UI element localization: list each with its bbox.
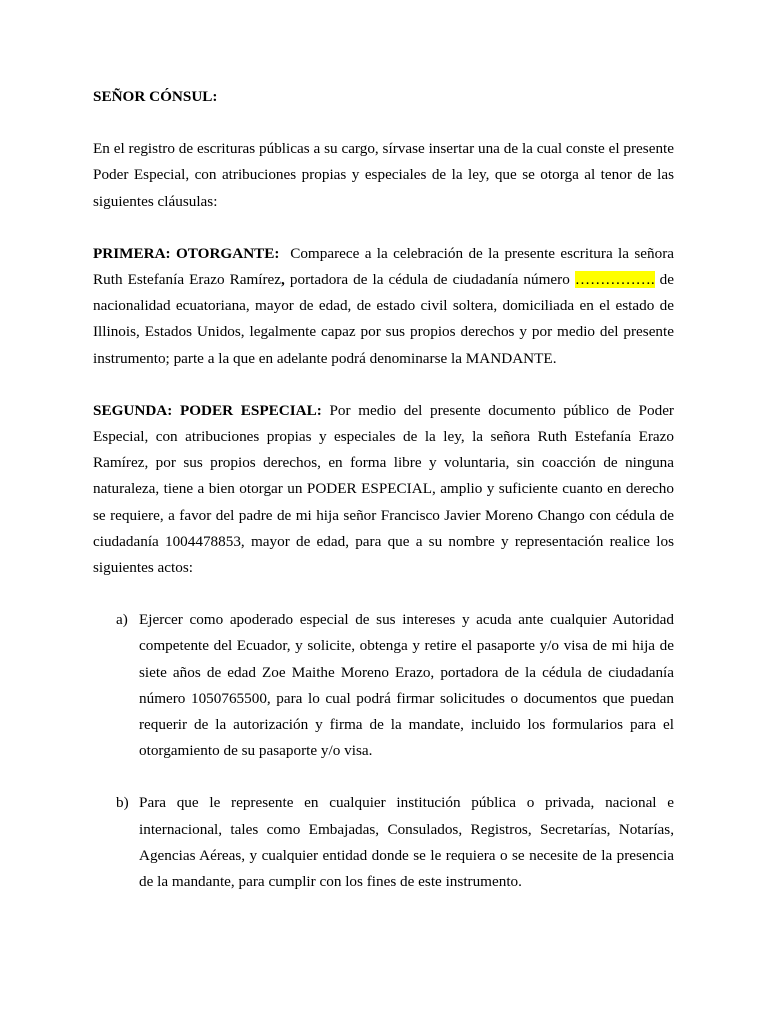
clause-segunda-text: Por medio del presente documento público de Poder Especial, con atribuciones propias y especiales de la ley, la señora Ruth Estefanía Erazo Ramírez, por sus propios derechos, en forma libre y voluntaria, sin coacción de ninguna naturaleza, tiene a bien otorgar un PODER ESPECIAL, amplio y suficiente cuanto en derecho se requiere, a favor del padre de mi hija señor Francisco Javier Moreno Chango con cédula de ciudadanía 1004478853, mayor de edad, para que a su nombre y representación realice los siguientes actos: xyxy=(93,401,674,577)
clause-primera-text-before: Comparece a la celebración de la presente escritura la señora Ruth Estefanía Erazo Ramírez xyxy=(93,244,678,289)
list-item-text: Para que le represente en cualquier institución pública o privada, nacional e internacional, tales como Embajadas, Consulados, Registros, Secretarías, Notarías, Agencias Aéreas, y cualquier entidad donde se le requiera o se necesite de la presencia de la mandante, para cumplir con los fines de este instrumento. xyxy=(139,794,674,891)
clause-segunda-label: SEGUNDA: PODER ESPECIAL: xyxy=(93,401,322,419)
clause-primera-text-mid: portadora de la cédula de ciudadanía número xyxy=(284,271,575,289)
list-item xyxy=(93,607,674,764)
id-number-placeholder: ……………. xyxy=(574,271,655,289)
list-item-text: Ejercer como apoderado especial de sus intereses y acuda ante cualquier Autoridad competente del Ecuador, y solicite, obtenga y retire el pasaporte y/o visa de mi hija de siete años de edad Zoe Maithe Moreno Erazo, portadora de la cédula de ciudadanía número 1050765500, para lo cual podrá firmar solicitudes o documentos que puedan requerir de la autorización y firma de la mandate, incluido los formularios para el otorgamiento de su pasaporte y/o visa. xyxy=(139,611,674,760)
document-heading: SEÑOR CÓNSUL: xyxy=(93,88,218,105)
clause-segunda xyxy=(93,398,674,581)
list-item-marker: a) xyxy=(116,611,128,629)
list-item-marker: b) xyxy=(116,794,129,812)
clause-primera-label: PRIMERA: OTORGANTE: xyxy=(93,244,280,262)
acts-list xyxy=(93,607,674,895)
intro-paragraph: En el registro de escrituras públicas a su cargo, sírvase insertar una de la cual conste el presente Poder Especial, con atribuciones propias y especiales de la ley, que se otorga al tenor de las siguientes cláusulas: xyxy=(93,140,674,210)
document-page xyxy=(93,84,678,921)
list-item xyxy=(93,790,674,895)
clause-primera-text-after: de nacionalidad ecuatoriana, mayor de edad, de estado civil soltera, domiciliada en el estado de Illinois, Estados Unidos, legalmente capaz por sus propios derechos y por medio del presente instrumento; parte a la que en adelante podrá denominarse la MANDANTE. xyxy=(93,271,674,367)
clause-primera-comma: , xyxy=(281,271,285,289)
clause-primera xyxy=(93,241,678,372)
